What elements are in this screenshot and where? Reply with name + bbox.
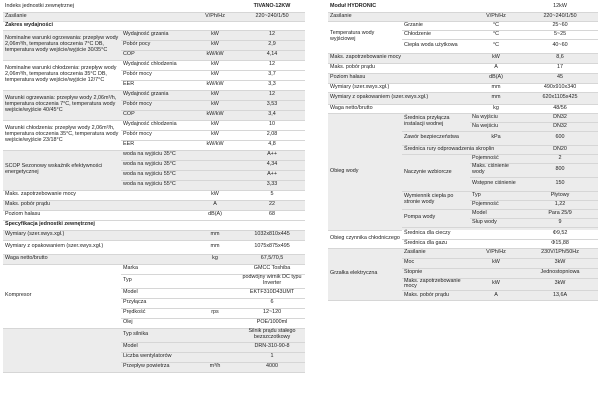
table-row: Nominalne warunki ogrzewania: przepływ wody 2,06m³/h, temperatura otoczenia 7°C DB, temperatura wody wejście/wyjście 30/35°C Wydajność grzania kW 12 bbox=[3, 30, 305, 40]
table-row: Ciepła woda użytkowa °C 40~60 bbox=[328, 39, 598, 53]
table-row: Nominalne warunki chłodzenia: przepływ wody 2,06m³/h, temperatura otoczenia 35°C DB, temperatura wody wejście/wyjście 12/7°C Wydajność chłodzenia kW 12 bbox=[3, 60, 305, 70]
table-row: Model DRN-310-90-8 bbox=[3, 342, 305, 352]
table-row: Waga netto/brutto kg 48/56 bbox=[328, 104, 598, 113]
table-row: Wymiennik ciepła po stronie wody Typ Płytowy bbox=[328, 191, 598, 200]
table-row: Maks. pobór prądu A 17 bbox=[328, 63, 598, 73]
table-row: Przepływ powietrza m³/h 4000 bbox=[3, 362, 305, 372]
table-row: Wstępne ciśnienie 150 bbox=[328, 177, 598, 191]
table-row: Zasilanie V/Ph/Hz 220~240/1/50 bbox=[328, 12, 598, 21]
table-row: Maks. zapotrzebowanie mocy kW 8,6 bbox=[328, 53, 598, 63]
table-row: woda na wyjściu 55°C A++ bbox=[3, 170, 305, 180]
table-row: Maks. ciśnienie wody 800 bbox=[328, 163, 598, 177]
table-row: Słup wody 9 bbox=[328, 218, 598, 227]
table-row: Wymiary (szer.xwys.xgł.) mm 1032x810x445 bbox=[3, 230, 305, 240]
table-row: Warunki ogrzewania: przepływ wody 2,06m³/h, temperatura otoczenia 7°C, temperatura wody wejście/wyjście 40/45°C Wydajność grzania kW 12 bbox=[3, 90, 305, 100]
table-title: Moduł HYDRONIC bbox=[328, 3, 522, 12]
table-row: Przyłącza 6 bbox=[3, 298, 305, 308]
table-row: Poziom hałasu dB(A) 68 bbox=[3, 210, 305, 220]
table-row: Moc kW 3kW bbox=[328, 258, 598, 268]
table-row: Typ podwójny wirnik DC typu Inverter bbox=[3, 274, 305, 288]
hydronic-module-table bbox=[328, 3, 598, 301]
table-row: Wymiary (szer.xwys.xgł.) mm 490x910x340 bbox=[328, 83, 598, 92]
table-row: Średnica dla gazu Φ15,88 bbox=[328, 239, 598, 248]
table-row: Liczba wentylatorów 1 bbox=[3, 352, 305, 362]
table-row: COP kW/kW 3,4 bbox=[3, 110, 305, 120]
table-row: Pojemność 1,22 bbox=[328, 200, 598, 209]
table-row bbox=[3, 3, 305, 12]
section-header: Specyfikacja jednostki zewnętrznej bbox=[3, 220, 305, 230]
table-row: COP kW/kW 4,14 bbox=[3, 50, 305, 60]
table-row: Na wejściu DN32 bbox=[328, 122, 598, 131]
table-row: Stopnie Jednostopniowa bbox=[328, 268, 598, 278]
model-name: TIVANO-12KW bbox=[239, 3, 305, 12]
outdoor-unit-table bbox=[3, 3, 305, 373]
table-row: Olej POE/1000ml bbox=[3, 318, 305, 328]
table-row: Model EKTF310D43UMT bbox=[3, 288, 305, 298]
section-header: Zakres wydajności bbox=[3, 21, 305, 30]
table-row: Typ silnika Silnik prądu stałego bezszczotkowy bbox=[3, 328, 305, 342]
table-row: Wymiary z opakowaniem (szer.xwys.xgł.) mm 1075x875x495 bbox=[3, 240, 305, 254]
table-row: Naczynie wzbiorcze Pojemność 2 bbox=[328, 154, 598, 163]
table-row: Warunki chłodzenia: przepływ wody 2,06m³/h, temperatura otoczenia 35°C, temperatura wody wejście/wyjście 23/18°C Wydajność chłodzenia kW 10 bbox=[3, 120, 305, 130]
table-row: Pobór mocy kW 3,53 bbox=[3, 100, 305, 110]
table-row: Pobór mocy kW 3,7 bbox=[3, 70, 305, 80]
table-row: Maks. pobór prądu A 22 bbox=[3, 200, 305, 210]
table-row: Chłodzenie °C 5~25 bbox=[328, 30, 598, 39]
table-row: Maks. pobór prądu A 13,6A bbox=[328, 291, 598, 301]
table-row: Waga netto/brutto kg 67,5/70,5 bbox=[3, 254, 305, 264]
table-row: woda na wyjściu 35°C 4,34 bbox=[3, 160, 305, 170]
table-row: Maks. zapotrzebowanie mocy kW 3kW bbox=[328, 278, 598, 291]
table-row: EER kW/kW 4,8 bbox=[3, 140, 305, 150]
table-row: Pompa wody Model Para 25/9 bbox=[328, 209, 598, 218]
table-row: Obieg czynnika chłodniczego Średnica dla cieczy Φ9,52 bbox=[328, 230, 598, 239]
table-title: Indeks jednostki zewnętrznej bbox=[3, 3, 239, 12]
table-row: EER kW/kW 3,3 bbox=[3, 80, 305, 90]
table-row: Obieg wody Średnica przyłącza instalacji wodnej Na wyjściu DN32 bbox=[328, 113, 598, 122]
table-row: Średnica rury odprowadzenia skroplin DN20 bbox=[328, 145, 598, 154]
table-row: woda na wyjściu 55°C 3,33 bbox=[3, 180, 305, 190]
table-row: Prędkość rps 12~120 bbox=[3, 308, 305, 318]
table-row: Maks. zapotrzebowanie mocy kW 5 bbox=[3, 190, 305, 200]
table-row: Temperatura wody wyjściowej Grzanie °C 25~60 bbox=[328, 21, 598, 30]
table-row: Pobór mocy kW 2,08 bbox=[3, 130, 305, 140]
table-row: Pobór pocy kW 2,9 bbox=[3, 40, 305, 50]
table-row: Grzałka elektryczna Zasilanie V/Ph/Hz 230V/1Ph/50Hz bbox=[328, 248, 598, 258]
table-row: SCOP Sezonowy wskaźnik efektywności energetycznej woda na wyjściu 35°C A++ bbox=[3, 150, 305, 160]
table-row: Zawór bezpieczeństwa kPa 600 bbox=[328, 131, 598, 145]
table-row: Kompresor Marka GMCC Toshiba bbox=[3, 264, 305, 274]
table-row bbox=[328, 3, 598, 12]
model-name: 12kW bbox=[522, 3, 598, 12]
table-row: Zasilanie V/Ph/Hz 220~240/1/50 bbox=[3, 12, 305, 21]
table-row: Wymiary z opakowaniem (szer.xwys.xgł.) mm 620x1105x425 bbox=[328, 92, 598, 104]
table-row: Poziom hałasu dB(A) 45 bbox=[328, 73, 598, 83]
